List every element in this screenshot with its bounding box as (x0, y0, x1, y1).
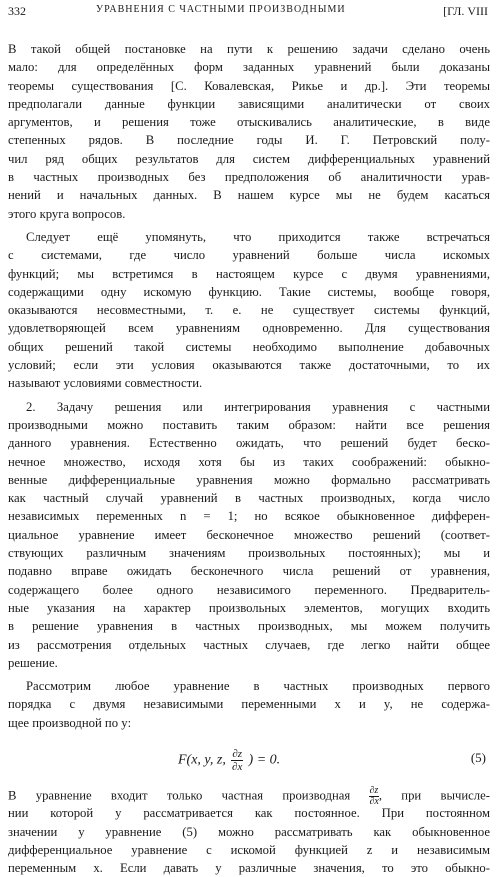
equation-frac-den: ∂x (232, 760, 243, 773)
paragraph-5-line: переменным x. Если давать y различные значения, то это обыкно- (8, 861, 490, 876)
paragraph-5-line (8, 786, 490, 804)
paragraph-5-line: дифференциальное уравнение с искомой функцией z и независимым (8, 842, 490, 857)
p3-line: венные дифференциальные уравнения можно формально рассматривать (8, 472, 490, 487)
p4-line: Рассмотрим любое уравнение в частных производных первого (26, 679, 490, 694)
running-title: УРАВНЕНИЯ С ЧАСТНЫМИ ПРОИЗВОДНЫМИ (96, 4, 346, 15)
p3-line: циальное уравнение имеет бесконечное множество решений (соответ- (8, 527, 490, 542)
p4-line: щее производной по y: (8, 715, 132, 730)
equation-rhs: ) = 0. (248, 752, 281, 768)
p2-line: с системами, где число уравнений больше числа искомых (8, 248, 490, 263)
p3-line: как частный случай уравнений в частных производных, когда число (8, 491, 490, 506)
equation-frac-num: ∂z (232, 747, 243, 760)
p1-line: предполагали данные функции зависящими аналитически от своих (8, 96, 490, 111)
p2-line: удовлетворяющей всем уравнениям одновременно. Для существования (8, 321, 490, 336)
p3-line: 2. Задачу решения или интегрирования уравнения с частными (26, 399, 490, 414)
p3-line: ные указания на характер произвольных элементов, могущих входить (8, 600, 490, 615)
p3-line: решение. (8, 655, 58, 670)
p1-line: в частных производных без предположения об аналитичности урав- (8, 170, 490, 185)
p5-inline-fraction (369, 786, 378, 804)
p3-line: производными можно поставить таким образом: найти все решения (8, 417, 490, 432)
p2-line: общих решений такой системы необходимо выполнение добавочных (8, 339, 490, 354)
paragraph-5-line: значении y уравнение (5) можно рассматривать как обыкновенное (8, 824, 490, 839)
p1-line: чил ряд общих результатов для систем дифференциальных уравнений (8, 151, 490, 166)
p2-line: функций; мы встретимся в настоящем курсе с двумя уравнениями, (8, 266, 490, 281)
p5-line1-end: , при вычисле- (378, 788, 490, 803)
p1-line: теоремы существования [С. Ковалевская, Рикье и др.]. Эти теоремы (8, 78, 490, 93)
p3-line: ствующих различным значениям произвольных постоянных); мы и (8, 546, 490, 561)
p1-line: В такой общей постановке на пути к решению задачи сделано очень (8, 42, 490, 56)
page-number: 332 (8, 4, 26, 18)
paragraph-1 (8, 40, 490, 223)
equation-fraction (231, 748, 243, 773)
p3-line: нечное множество, исходя хотя бы из таких соображений: обыкно- (8, 454, 490, 469)
equation-lhs: F(x, y, z, (178, 752, 226, 768)
p2-line: содержащими одну искомую функцию. Такие системы, вообще говоря, (8, 284, 490, 299)
running-header (8, 4, 488, 24)
paragraph-3 (8, 398, 490, 672)
chapter-label: [ГЛ. VIII (443, 4, 488, 18)
paragraph-5 (8, 786, 490, 877)
p1-line: степенных рядов. В последние годы И. Г. Петровский полу- (8, 133, 490, 148)
p4-line: порядка с двумя независимыми переменными x и y, не содержа- (8, 697, 490, 712)
p1-line: нений и начальных данных. В нашем курсе мы не будем касаться (8, 188, 490, 203)
equation-5 (8, 736, 490, 784)
equation-formula (178, 748, 280, 773)
p2-line: Следует ещё упомянуть, что приходится также встречаться (26, 229, 490, 244)
p5-frac-num: ∂z (369, 785, 379, 796)
p3-line: в решение уравнения в частных производных, мы можем получить (8, 619, 490, 634)
paragraph-4 (8, 677, 490, 732)
p1-line: этого круга вопросов. (8, 206, 126, 221)
p2-line: условий; если эти условия оказываются также достаточными, то их (8, 358, 490, 373)
paragraph-2 (8, 228, 490, 393)
p2-line: оказываются несовместными, т. е. не существует системы функций, (8, 303, 490, 318)
p3-line: данного уравнения. Естественно ожидать, что решений будет беско- (8, 436, 490, 451)
p5-frac-den: ∂x (369, 795, 379, 805)
p1-line: аргументов, и решения тоже отыскивались аналитические, в виде (8, 115, 490, 130)
p3-line: из рассмотрения отдельных частных случаев, где легко найти общее (8, 637, 490, 652)
paragraph-5-line: нии которой y рассматривается как постоянное. При постоянном (8, 806, 490, 821)
p2-line: называют условиями совместности. (8, 376, 203, 391)
p5-line1-start: В уравнение входит только частная производная (8, 788, 351, 803)
p3-line: подавно вправе ожидать бесконечного числа решений от уравнения, (8, 564, 490, 579)
p1-line: мало: для определённых форм заданных уравнений были доказаны (8, 60, 490, 75)
equation-number: (5) (470, 749, 486, 765)
page-body (8, 40, 490, 877)
p3-line: содержащего более одного независимого переменного. Предваритель- (8, 582, 490, 597)
p3-line: независимых переменных n = 1; но всякое обыкновенное дифферен- (8, 509, 490, 524)
